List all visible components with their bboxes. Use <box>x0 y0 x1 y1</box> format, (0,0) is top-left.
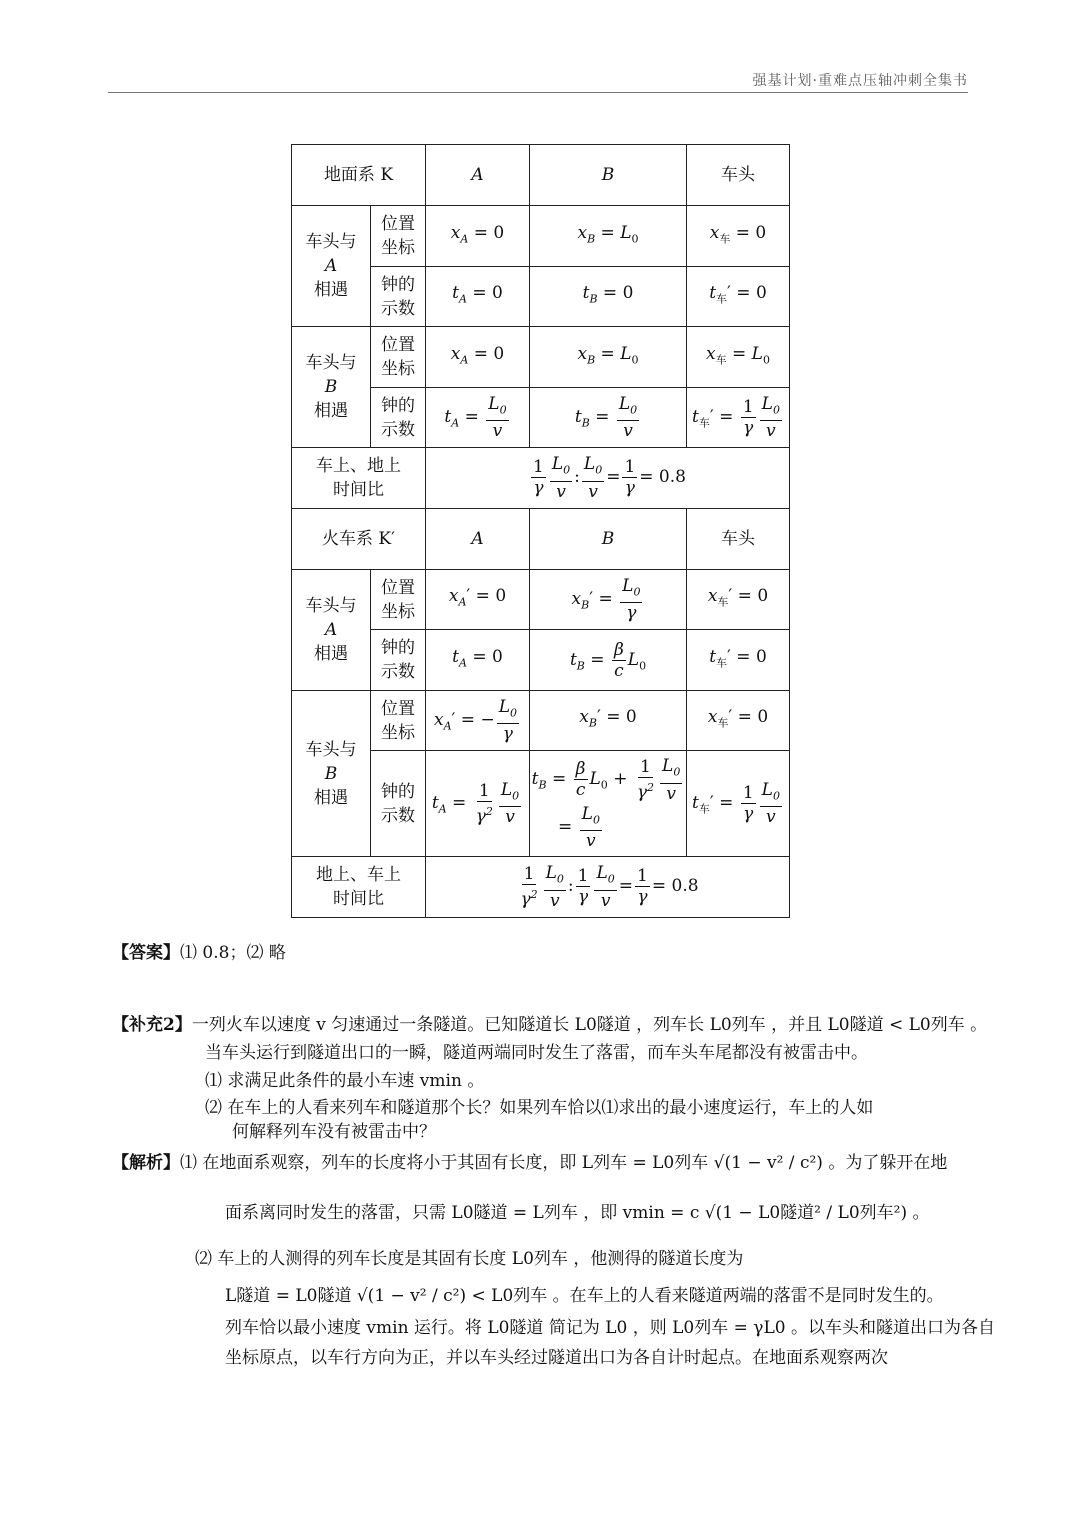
running-header <box>108 70 968 93</box>
supplement-line1: 【补充2】一列火车以速度 v 匀速通过一条隧道。已知隧道长 L0隧道 ，列车长 L0列车 ，并且 L0隧道 < L0列车 。 <box>112 1015 988 1035</box>
meet-a-label: 车头与 A 相遇 <box>292 206 371 327</box>
cell: $x_车 = L_0$ <box>687 327 790 388</box>
cell: $t_A = 0$ <box>426 267 530 327</box>
book-title: 强基计划·重难点压轴冲刺全集书 <box>752 73 968 89</box>
analysis-line5: 列车恰以最小速度 vmin 运行。将 L0隧道 简记为 L0 ，则 L0列车 = γL0 。以车头和隧道出口为各自 <box>225 1318 995 1338</box>
clock-label: 钟的 示数 <box>371 630 426 691</box>
cell: $t_B$ = $\frac{L_0}{v}$ <box>530 388 687 448</box>
col-a-header: A <box>426 145 530 206</box>
cell: $t_B$ = $\frac{\beta}{c}$ $L_0$ + $\frac{1}{\gamma^2}$ $\frac{L_0}{v}$ = $\frac{L_0}{v}$ <box>530 751 687 857</box>
analysis-line6: 坐标原点，以车行方向为正，并以车头经过隧道出口为各自计时起点。在地面系观察两次 <box>225 1348 888 1368</box>
cell: $t_车'$ = $\frac{1}{\gamma}$ $\frac{L_0}{v}$ <box>687 388 790 448</box>
table-row <box>292 448 790 509</box>
cell: $t_A$ = $\frac{L_0}{v}$ <box>426 388 530 448</box>
cell: $x_车' = 0$ <box>687 570 790 630</box>
supplement-line2: 当车头运行到隧道出口的一瞬，隧道两端同时发生了落雷，而车头车尾都没有被雷击中。 <box>205 1043 868 1063</box>
meet-b-label: 车头与 B 相遇 <box>292 327 371 448</box>
cell: $x_B = L_0$ <box>530 206 687 267</box>
table-row <box>292 570 790 630</box>
pos-label: 位置 坐标 <box>371 691 426 751</box>
pos-label: 位置 坐标 <box>371 327 426 388</box>
cell: $x_B' = 0$ <box>530 691 687 751</box>
ratio1-value: $\frac{1}{\gamma}$ $\frac{L_0}{v}$ : $\frac{L_0}{v}$ = $\frac{1}{\gamma}$ = 0.8 <box>426 448 790 509</box>
col-b-header: B <box>530 145 687 206</box>
pos-label: 位置 坐标 <box>371 570 426 630</box>
clock-label: 钟的 示数 <box>371 388 426 448</box>
col-head-header: 车头 <box>687 145 790 206</box>
table-row <box>292 145 790 206</box>
cell: $x_B'$ = $\frac{L_0}{\gamma}$ <box>530 570 687 630</box>
col-b-header: B <box>530 509 687 570</box>
cell: $x_A = 0$ <box>426 206 530 267</box>
cell: $t_车' = 0$ <box>687 267 790 327</box>
cell: $x_车 = 0$ <box>687 206 790 267</box>
ratio2-label: 地上、车上 时间比 <box>292 857 426 918</box>
cell: $x_车' = 0$ <box>687 691 790 751</box>
cell: $t_A$ = $\frac{1}{\gamma^2}$ $\frac{L_0}{v}$ <box>426 751 530 857</box>
relativity-table <box>291 144 790 918</box>
question-2a: ⑵ 在车上的人看来列车和隧道那个长？如果列车恰以⑴求出的最小速度运行，车上的人如 <box>205 1098 874 1118</box>
analysis-line4: L隧道 = L0隧道 √(1 − v² / c²) < L0列车 。在车上的人看来隧道两端的落雷不是同时发生的。 <box>225 1286 944 1306</box>
clock-label: 钟的 示数 <box>371 267 426 327</box>
answer-line <box>112 940 286 966</box>
cell: $t_B = 0$ <box>530 267 687 327</box>
cell: $t_车'$ = $\frac{1}{\gamma}$ $\frac{L_0}{v}$ <box>687 751 790 857</box>
answer-text: ⑴ 0.8；⑵ 略 <box>180 943 286 963</box>
table-row <box>292 691 790 751</box>
table-row <box>292 206 790 267</box>
ratio1-label: 车上、地上 时间比 <box>292 448 426 509</box>
cell: $t_B$ = $\frac{\beta}{c}$ $L_0$ <box>530 630 687 691</box>
cell: $x_A'$ = − $\frac{L_0}{\gamma}$ <box>426 691 530 751</box>
pos-label: 位置 坐标 <box>371 206 426 267</box>
ratio2-value: $\frac{1}{\gamma^2}$ $\frac{L_0}{v}$ : $\frac{1}{\gamma}$ $\frac{L_0}{v}$ = $\frac{1}{\gamma}$ = 0.8 <box>426 857 790 918</box>
cell: $t_车' = 0$ <box>687 630 790 691</box>
analysis-label: 【解析】 <box>112 1153 180 1173</box>
cell: $x_B = L_0$ <box>530 327 687 388</box>
col-head-header: 车头 <box>687 509 790 570</box>
meet-a-label: 车头与 A 相遇 <box>292 570 371 691</box>
cell: $x_A = 0$ <box>426 327 530 388</box>
supplement-label: 【补充2】 <box>112 1015 192 1035</box>
meet-b-label: 车头与 B 相遇 <box>292 691 371 857</box>
table-row <box>292 509 790 570</box>
question-1: ⑴ 求满足此条件的最小车速 vmin 。 <box>205 1071 485 1091</box>
cell: $t_A = 0$ <box>426 630 530 691</box>
clock-label: 钟的 示数 <box>371 751 426 857</box>
question-2b: 何解释列车没有被雷击中？ <box>232 1122 436 1142</box>
analysis-line2: 面系离同时发生的落雷，只需 L0隧道 = L列车 ，即 vmin = c √(1 − L0隧道² / L0列车²) 。 <box>225 1203 930 1223</box>
table-row <box>292 327 790 388</box>
analysis-line1: 【解析】⑴ 在地面系观察，列车的长度将小于其固有长度，即 L列车 = L0列车 √(1 − v² / c²) 。为了躲开在地 <box>112 1153 948 1173</box>
col-a-header: A <box>426 509 530 570</box>
analysis-line3: ⑵ 车上的人测得的列车长度是其固有长度 L0列车 ，他测得的隧道长度为 <box>195 1249 744 1269</box>
table-row <box>292 857 790 918</box>
cell: $x_A' = 0$ <box>426 570 530 630</box>
answer-label: 【答案】 <box>112 943 180 963</box>
ground-frame-label: 地面系 K <box>292 145 426 206</box>
train-frame-label: 火车系 K′ <box>292 509 426 570</box>
